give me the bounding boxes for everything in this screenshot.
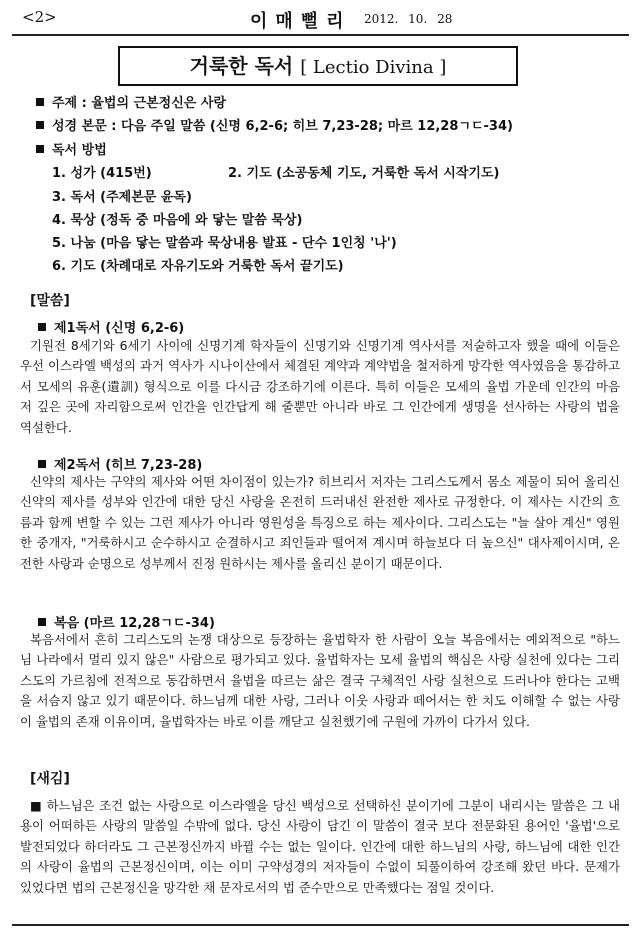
- first-reading-text: 기원전 8세기와 6세기 사이에 신명기계 학자들이 신명기와 신명기계 역사서를 저술하고자 했을 때에 이들은 우선 이스라엘 백성의 과거 역사가 시나이산에서 체결된 계약과 계약법을 철저하게 망각한 역사였음을 통감하고서 모세의 유훈(遺訓) 형식으로 이를 다시금 강조하기에 이른다. 특히 이들은 모세의 율법 가운데 인간의 마음 저 깊은 곳에 자리함으로써 인간을 인간답게 해 줄뿐만 아니라 바로 그 인간에게 생명을 선사하는 사랑의 법을 역설한다.: [20, 338, 620, 435]
- footer-divider: [12, 924, 629, 926]
- page-title-latin: [ Lectio Divina ]: [300, 57, 447, 78]
- reflection-text: ■ 하느님은 조건 없는 사랑으로 이스라엘을 당신 백성으로 선택하신 분이기에 그분이 내리시는 말씀은 그 내용이 어떠하든 사랑의 말씀일 수밖에 없다. 당신 사랑이 담긴 이 말씀이 결국 보다 전문화된 용어인 '율법'으로 발전되었다 하더라도 그 근본정신까지 바뀔 수는 없는 일이다. 인간에 대한 하느님의 사랑, 하느님에 대한 인간의 사랑이 율법의 근본정신이며, 이는 이미 구약성경의 저자들이 수없이 되풀이하여 강조해 왔던 바다. 문제가 있었다면 법의 근본정신을 망각한 채 문자로서의 법 준수만으로 만족했다는 점일 것이다.: [20, 798, 620, 895]
- method-step-5: 5. 나눔 (마음 닿는 말씀과 묵상내용 발표 - 단수 1인칭 '나'): [52, 236, 397, 251]
- bullet-square-icon: [38, 618, 46, 626]
- issue-date: 2012. 10. 28: [364, 12, 453, 26]
- bullet-square-icon: [36, 145, 44, 153]
- summary-readings: 성경 본문 : 다음 주일 말씀 (신명 6,2-6; 히브 7,23-28; 마르 12,28ㄱㄷ-34): [36, 115, 513, 138]
- bullet-square-icon: [36, 121, 44, 129]
- gospel-text: 복음서에서 흔히 그리스도의 논쟁 대상으로 등장하는 율법학자 한 사람이 오늘 복음에서는 예외적으로 "하느님 나라에서 멀리 있지 않은" 사람으로 평가되고 있다. 율법학자는 모세 율법의 핵심은 사랑 실천에 있다는 그리스도의 가르침에 전적으로 동감하면서 율법을 따르는 삶은 결국 구체적인 사랑 실천으로 드러나야 한다는 고백을 서슴지 않고 있기 때문이다. 하느님께 대한 사랑, 그러나 이웃 사랑과 떼어서는 한 치도 이해할 수 없는 사랑이 율법의 존재 이유이며, 율법학자는 바로 이를 깨닫고 실천했기에 구원에 가까이 다가서 있다.: [20, 632, 620, 729]
- header-divider: [12, 34, 629, 36]
- summary-theme: 주제 : 율법의 근본정신은 사랑: [36, 92, 513, 115]
- method-step-1: 1. 성가 (415번): [52, 166, 152, 181]
- page-title-box: [118, 46, 518, 86]
- second-reading-title: 제2독서 (히브 7,23-28): [38, 454, 202, 473]
- method-step-3: 3. 독서 (주제본문 윤독): [52, 190, 192, 205]
- first-reading-title: 제1독서 (신명 6,2-6): [38, 317, 184, 336]
- bullet-square-icon: [38, 460, 46, 468]
- gospel-title: 복음 (마르 12,28ㄱㄷ-34): [38, 612, 215, 631]
- bullet-square-icon: [36, 98, 44, 106]
- method-step-6: 6. 기도 (차례대로 자유기도와 거룩한 독서 끝기도): [52, 259, 344, 274]
- method-step-2: 2. 기도 (소공동체 기도, 거룩한 독서 시작기도): [228, 166, 500, 181]
- section-word-heading: [말씀]: [30, 293, 70, 309]
- bullet-square-icon: [38, 323, 46, 331]
- method-step-4: 4. 묵상 (정독 중 마음에 와 닿는 말씀 묵상): [52, 213, 303, 228]
- newsletter-title: 이매뻘리: [250, 11, 352, 32]
- page-number: <2>: [22, 8, 57, 26]
- section-reflection-heading: [새김]: [30, 771, 70, 787]
- page-header: [10, 4, 631, 36]
- summary-list: [36, 92, 513, 162]
- second-reading-text: 신약의 제사는 구약의 제사와 어떤 차이점이 있는가? 히브리서 저자는 그리스도께서 몸소 제물이 되어 올리신 신약의 제사를 성부와 인간에 대한 당신 사랑을 온전히 드러내신 완전한 제사로 규정한다. 이 제사는 시간의 흐름과 함께 변할 수 있는 그런 제사가 아니라 영원성을 특징으로 하는 제사이다. 그리스도는 "늘 살아 계신" 영원한 중개자, "거룩하시고 순수하시고 순결하시고 죄인들과 떨어져 계시며 하늘보다 더 높으신" 대사제이시며, 온전한 사랑과 순명으로 성부께서 진정 원하시는 제사를 올리신 분이기 때문이다.: [20, 474, 620, 571]
- page-title: 거룩한 독서: [189, 54, 294, 78]
- summary-method-heading: 독서 방법: [36, 139, 513, 162]
